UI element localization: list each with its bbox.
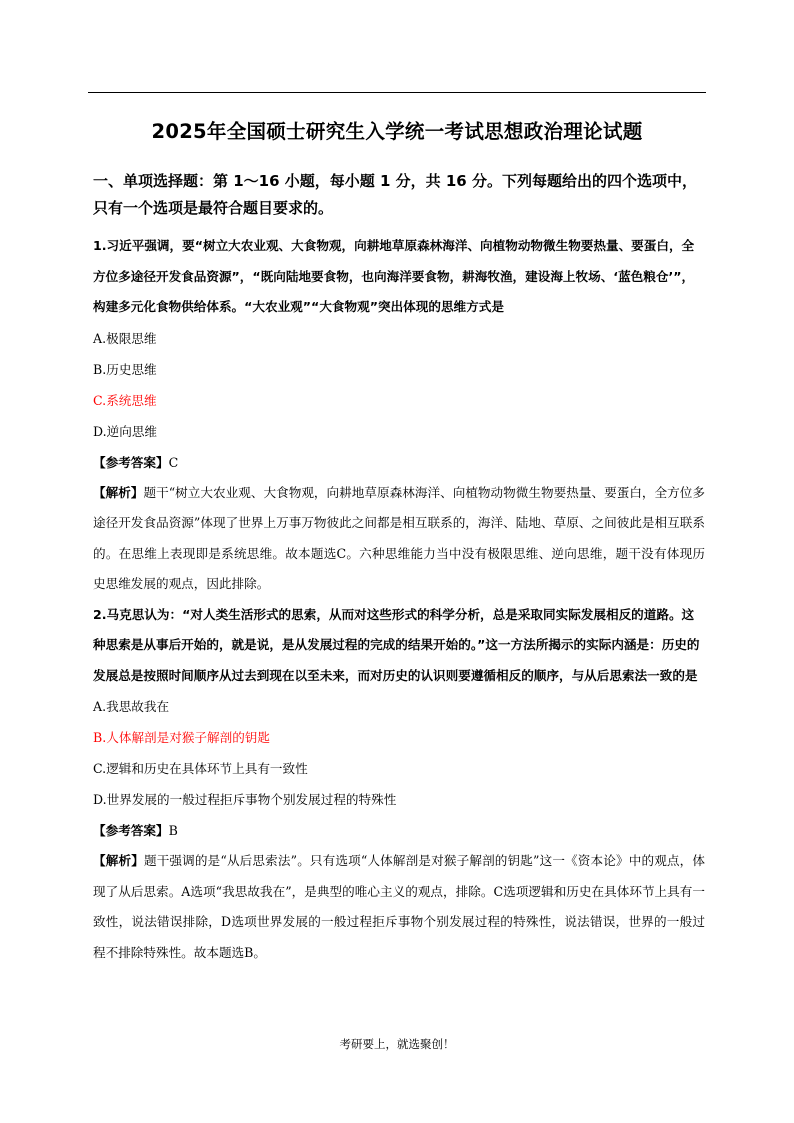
option-d: D.逆向思维 xyxy=(93,423,158,439)
question-1 xyxy=(93,231,705,600)
explanation-label: 【解析】 xyxy=(93,853,144,868)
section-heading: 一、单项选择题：第 1～16 小题，每小题 1 分，共 16 分。下列每题给出的四个选项中，只有一个选项是最符合题目要求的。 xyxy=(93,172,697,217)
explanation-label: 【解析】 xyxy=(93,484,144,500)
option-a: A.我思故我在 xyxy=(93,699,170,714)
option-c: C.逻辑和历史在具体环节上具有一致性 xyxy=(93,761,308,776)
option-b-correct: B.人体解剖是对猴子解剖的钥匙 xyxy=(93,730,270,745)
reference-answer xyxy=(93,815,705,846)
option-b: B.历史思维 xyxy=(93,361,157,377)
question-2 xyxy=(93,600,705,969)
option-a: A.极限思维 xyxy=(93,330,157,346)
question-stem: 2.马克思认为：“对人类生活形式的思索，从而对这些形式的科学分析，总是采取同实际发展相反的道路。这种思索是从事后开始的，就是说，是从发展过程的完成的结果开始的。”这一方法所揭示的实际内涵是：历史的发展总是按照时间顺序从过去到现在以至未来，而对历史的认识则要遵循相反的顺序，与从后思索法一致的是 xyxy=(93,606,700,683)
reference-answer xyxy=(93,447,705,478)
explanation xyxy=(93,846,705,968)
answer-label: 【参考答案】 xyxy=(93,454,169,470)
answer-value: B xyxy=(168,823,178,838)
explanation xyxy=(93,478,705,600)
explanation-text: 题干“树立大农业观、大食物观，向耕地草原森林海洋、向植物动物微生物要热量、要蛋白，全方位多途径开发食品资源”体现了世界上万事万物彼此之间都是相互联系的，海洋、陆地、草原、之间彼此是相互联系的。在思维上表现即是系统思维。故本题选C。六种思维能力当中没有极限思维、逆向思维，题干没有体现历史思维发展的观点，因此排除。 xyxy=(93,484,705,591)
answer-value: C xyxy=(168,454,179,470)
answer-label: 【参考答案】 xyxy=(93,823,169,838)
page-title: 2025年全国硕士研究生入学统一考试思想政治理论试题 xyxy=(151,120,643,143)
question-stem: 1.习近平强调，要“树立大农业观、大食物观，向耕地草原森林海洋、向植物动物微生物要热量、要蛋白，全方位多途径开发食品资源”，“既向陆地要食物，也向海洋要食物，耕海牧渔，建设海上牧场、‘蓝色粮仓’”，构建多元化食物供给体系。“大农业观”“大食物观”突出体现的思维方式是 xyxy=(93,238,695,314)
explanation-text: 题干强调的是“从后思索法”。只有选项“人体解剖是对猴子解剖的钥匙”这一《资本论》中的观点，体现了从后思索。A选项“我思故我在”，是典型的唯心主义的观点，排除。C选项逻辑和历史在具体环节上具有一致性，说法错误排除，D选项世界发展的一般过程拒斥事物个别发展过程的特殊性，说法错误，世界的一般过程不排除特殊性。故本题选B。 xyxy=(93,853,706,960)
header-rule xyxy=(88,92,706,93)
content xyxy=(93,168,705,968)
option-d: D.世界发展的一般过程拒斥事物个别发展过程的特殊性 xyxy=(93,792,397,807)
page-footer: 考研要上，就选聚创！ xyxy=(339,1037,455,1051)
option-c-correct: C.系统思维 xyxy=(93,392,157,408)
